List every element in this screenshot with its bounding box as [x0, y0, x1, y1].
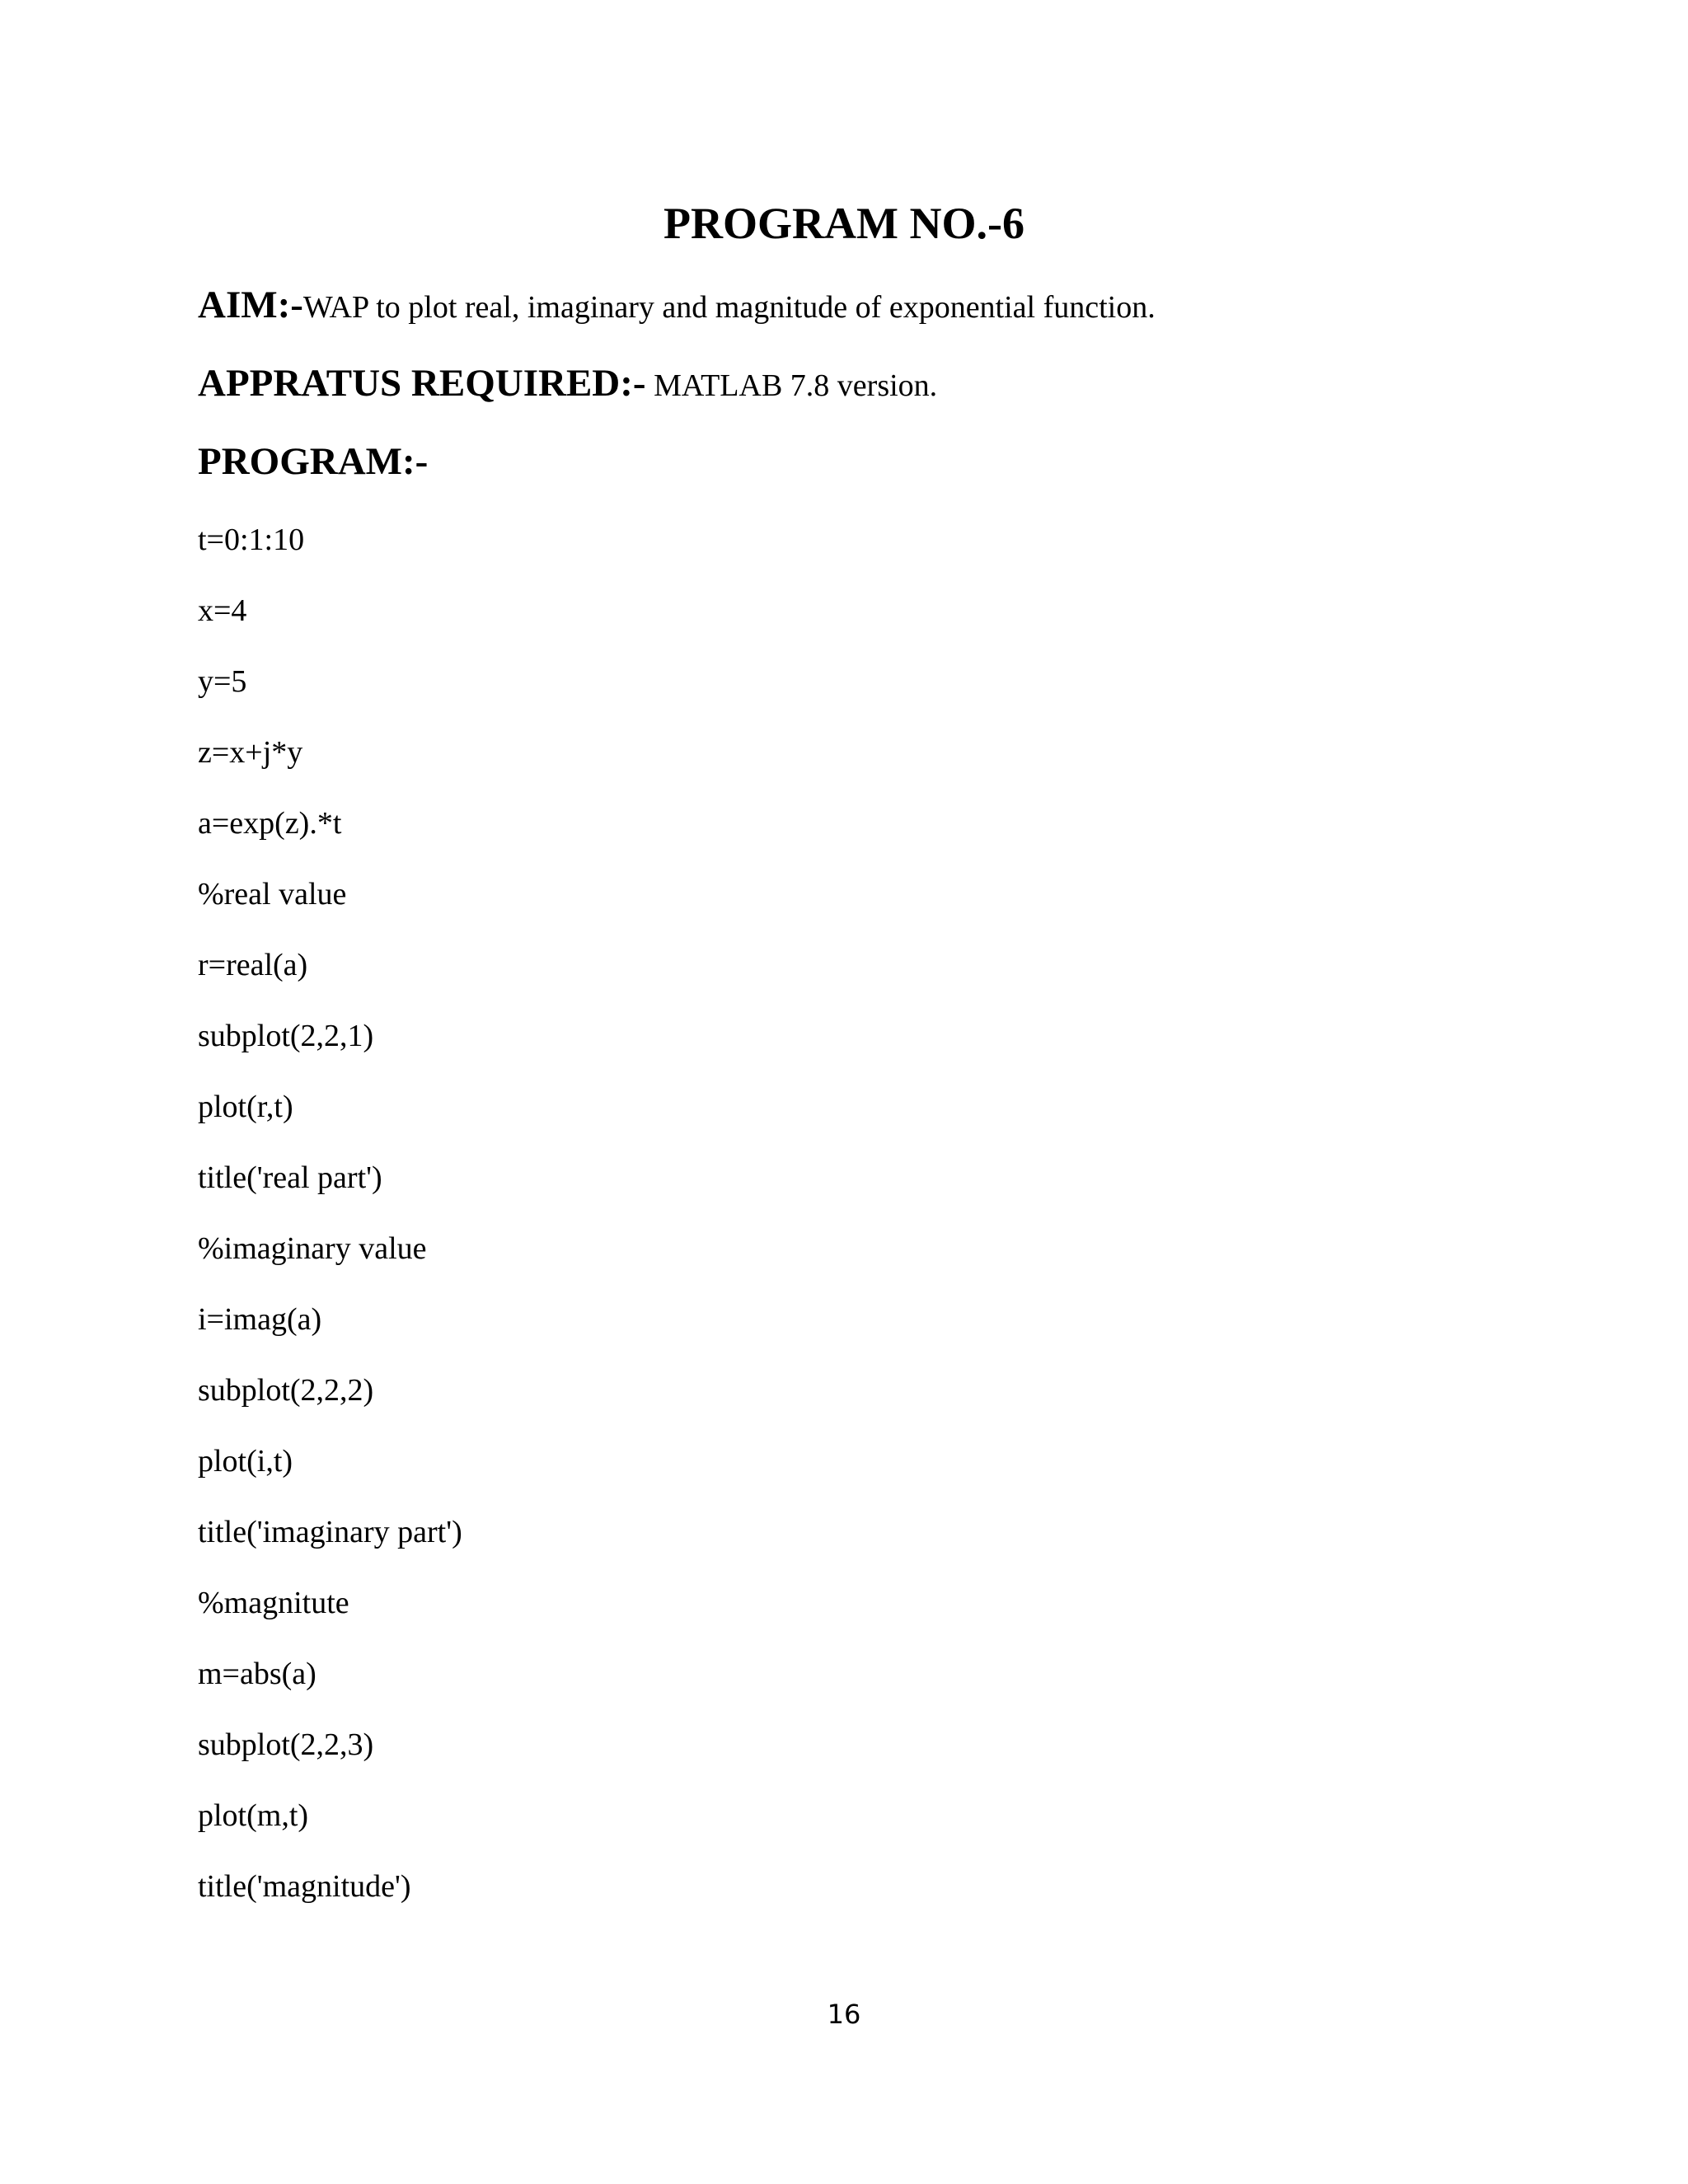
code-line: subplot(2,2,3) [198, 1727, 374, 1762]
code-line: %real value [198, 877, 347, 912]
page-title: PROGRAM NO.-6 [663, 199, 1025, 248]
code-line: %magnitute [198, 1586, 349, 1620]
apparatus-section [198, 359, 937, 417]
code-line: %imaginary value [198, 1231, 427, 1266]
code-line: subplot(2,2,1) [198, 1019, 374, 1053]
code-listing [198, 504, 462, 1922]
apparatus-text: MATLAB 7.8 version. [645, 368, 938, 403]
code-line: z=x+j*y [198, 735, 303, 770]
code-line: y=5 [198, 664, 247, 699]
program-label: PROGRAM:- [198, 440, 429, 483]
code-line: x=4 [198, 593, 247, 628]
code-line: plot(r,t) [198, 1090, 293, 1124]
page-number: 16 [827, 1999, 861, 2030]
aim-label: AIM:- [198, 284, 303, 326]
code-line: title('real part') [198, 1160, 382, 1195]
code-line: title('magnitude') [198, 1869, 411, 1904]
code-line: i=imag(a) [198, 1302, 322, 1337]
code-line: title('imaginary part') [198, 1515, 462, 1549]
aim-text: WAP to plot real, imaginary and magnitude of exponential function. [302, 290, 1156, 325]
code-line: t=0:1:10 [198, 523, 305, 557]
code-line: r=real(a) [198, 948, 308, 982]
apparatus-label: APPRATUS REQUIRED:- [198, 362, 646, 405]
program-section [198, 437, 428, 495]
code-line: a=exp(z).*t [198, 806, 342, 841]
code-line: plot(m,t) [198, 1798, 309, 1833]
code-line: subplot(2,2,2) [198, 1373, 374, 1408]
code-line: m=abs(a) [198, 1657, 316, 1691]
aim-section [198, 280, 1156, 339]
code-line: plot(i,t) [198, 1444, 293, 1479]
